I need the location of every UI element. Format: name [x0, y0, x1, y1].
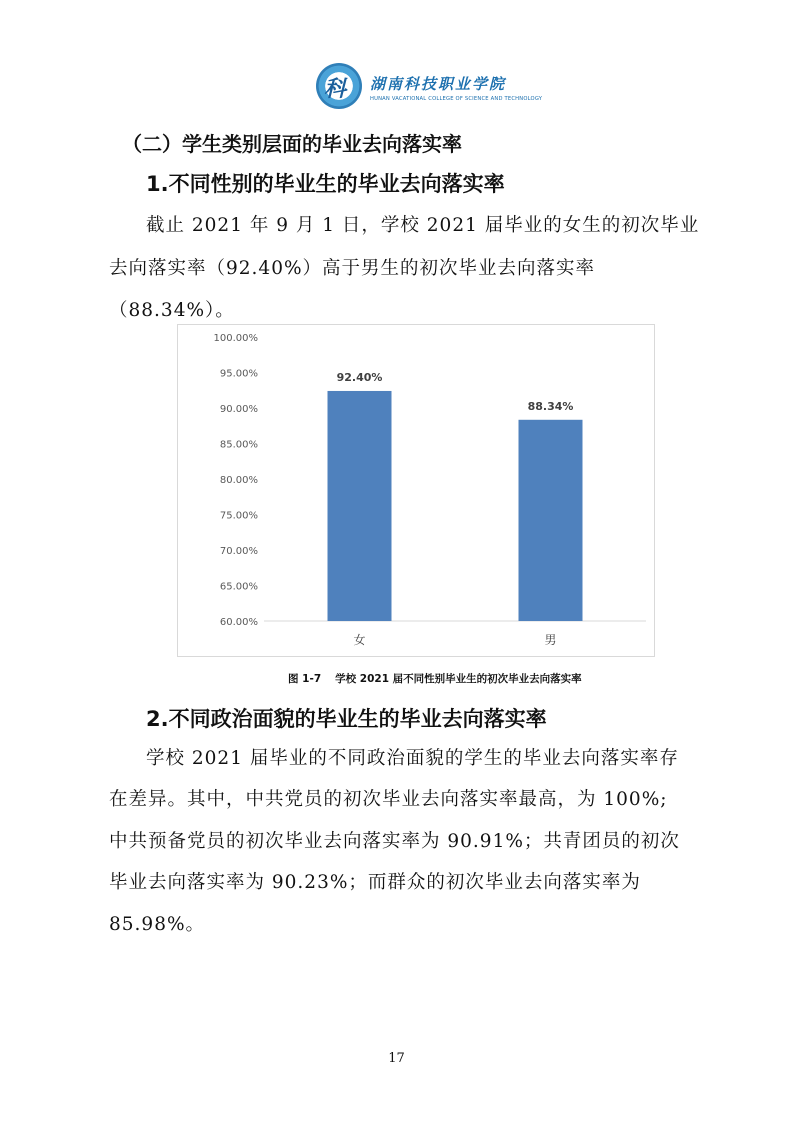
section-heading: （二）学生类别层面的毕业去向落实率: [122, 132, 462, 156]
y-tick-label: 90.00%: [219, 404, 258, 415]
political-paragraph-line: 在差异。其中，中共党员的初次毕业去向落实率最高，为 100%;: [109, 789, 668, 810]
gender-paragraph-line: （88.34%）。: [109, 300, 235, 321]
data-label: 88.34%: [527, 399, 574, 413]
figure-number: 图 1-7: [288, 673, 322, 685]
bar-女: [328, 391, 392, 621]
gender-paragraph-line: 截止 2021 年 9 月 1 日，学校 2021 届毕业的女生的初次毕业: [146, 215, 700, 236]
school-name-cn: 湖南科技职业学院: [370, 75, 507, 93]
y-tick-label: 65.00%: [219, 581, 258, 593]
x-category-label: 男: [544, 633, 557, 647]
y-tick-label: 85.00%: [219, 439, 258, 451]
figure-caption: [288, 671, 582, 686]
political-paragraph-line: 学校 2021 届毕业的不同政治面貌的学生的毕业去向落实率存: [146, 748, 679, 769]
y-tick-label: 75.00%: [219, 510, 258, 522]
gender-rate-chart: [177, 324, 655, 657]
figure-caption-text: 学校 2021 届不同性别毕业生的初次毕业去向落实率: [335, 673, 582, 685]
political-subheading: 2.不同政治面貌的毕业生的毕业去向落实率: [146, 707, 547, 731]
y-tick-label: 100.00%: [213, 333, 258, 344]
page-number: 17: [388, 1051, 405, 1066]
political-paragraph-line: 中共预备党员的初次毕业去向落实率为 90.91%；共青团员的初次: [109, 831, 680, 852]
gender-subheading: 1.不同性别的毕业生的毕业去向落实率: [146, 172, 505, 196]
political-paragraph-line: 毕业去向落实率为 90.23%；而群众的初次毕业去向落实率为: [109, 872, 641, 893]
y-tick-label: 70.00%: [219, 546, 258, 557]
gender-paragraph-line: 去向落实率（92.40%）高于男生的初次毕业去向落实率: [109, 258, 596, 279]
y-tick-label: 80.00%: [219, 475, 258, 486]
political-paragraph-line: 85.98%。: [109, 914, 206, 935]
x-category-label: 女: [353, 633, 366, 647]
data-label: 92.40%: [336, 370, 383, 384]
school-name-en: HUNAN VACATIONAL COLLEGE OF SCIENCE AND TECHNOLOGY: [370, 96, 543, 102]
school-emblem-icon: 科: [316, 63, 362, 109]
y-tick-label: 60.00%: [219, 617, 258, 628]
bar-男: [519, 420, 583, 621]
y-tick-label: 95.00%: [219, 368, 258, 380]
school-logo: [316, 63, 543, 117]
